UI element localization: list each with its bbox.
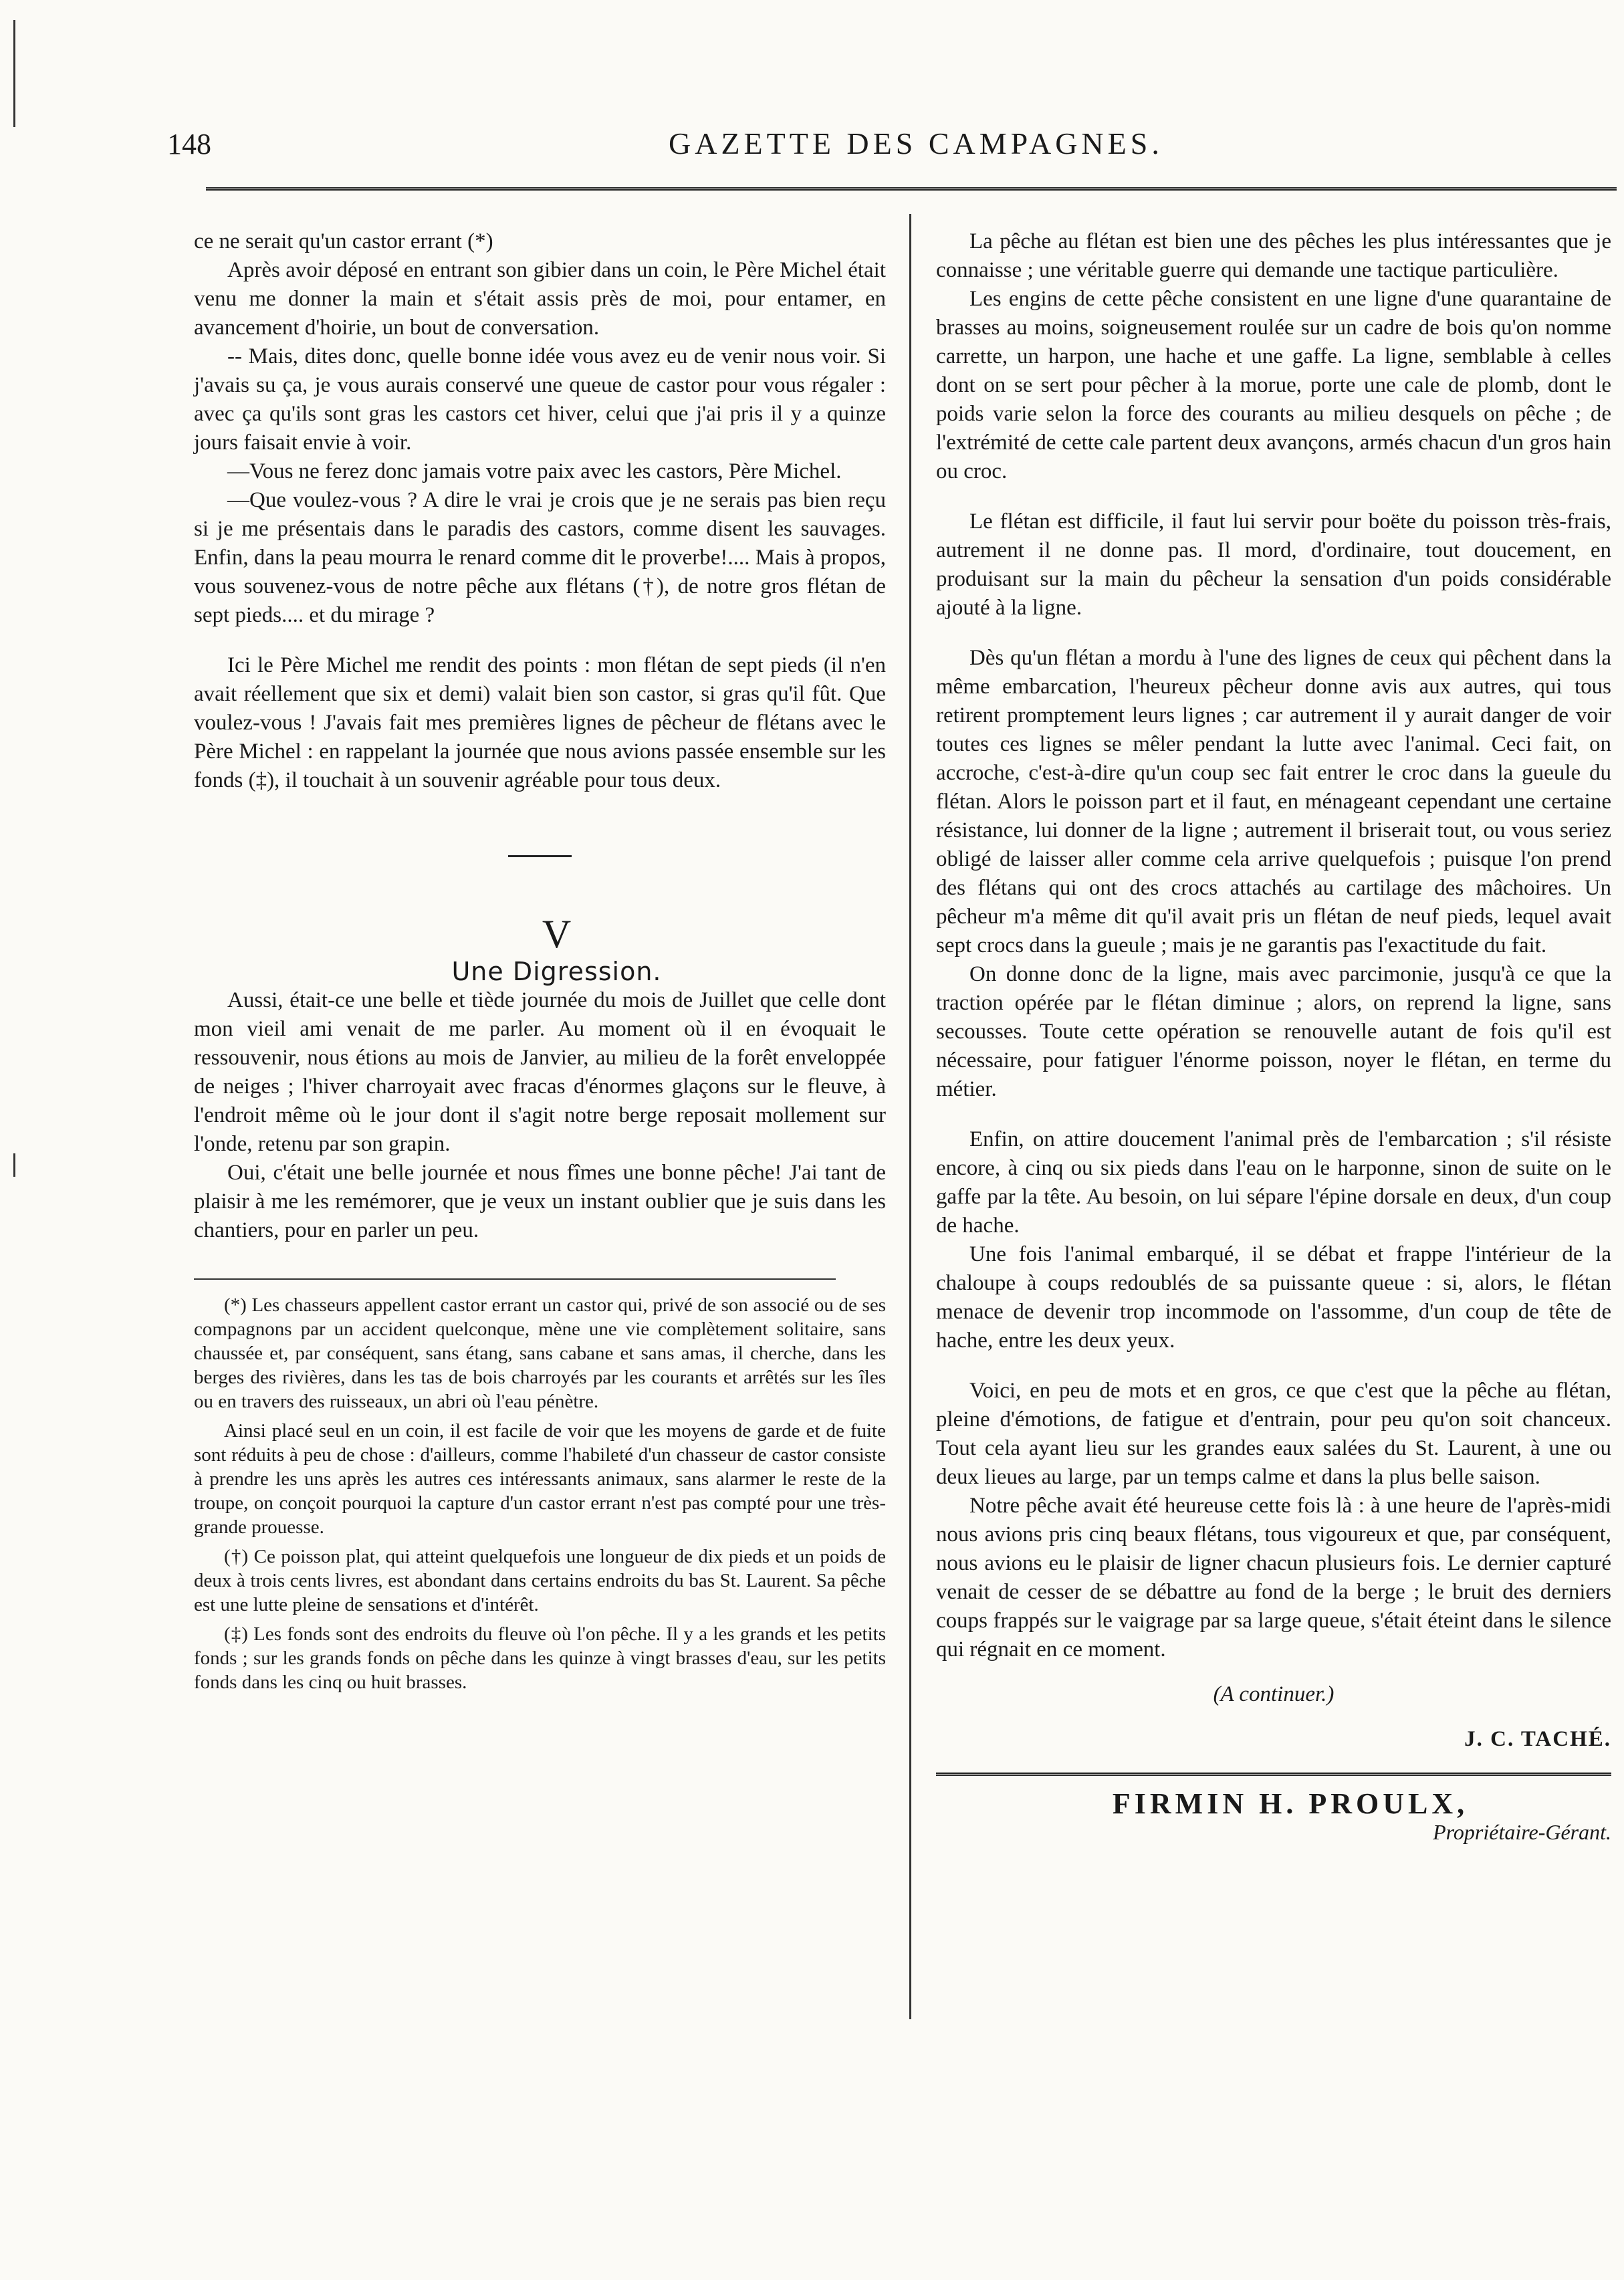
paragraph: Ici le Père Michel me rendit des points : mon flétan de sept pieds (il n'en avait réellement que six et demi) valait bien son castor, si gras qu'il fût. Que voulez-vous ! J'avais fait mes premières lignes de pêcheur de flétans avec le Père Michel : en rappelant la journée que nous avions passée ensemble sur les fonds (‡), il touchait à un souvenir agréable pour tous deux.	[194, 653, 886, 792]
publisher-name: FIRMIN H. PROULX,	[1112, 1787, 1469, 1820]
footnotes	[194, 1293, 886, 1694]
section-number: V	[542, 912, 572, 956]
margin-mark	[13, 1153, 15, 1177]
paragraph: Une fois l'animal embarqué, il se débat et frappe l'intérieur de la chaloupe à coups redoublés de sa puissante queue : si, alors, le flétan menace de devenir trop incommode on l'assomme, d'un coup de tête de hache, entre les deux yeux.	[936, 1242, 1611, 1353]
paragraph: Dès qu'un flétan a mordu à l'une des lignes de ceux qui pêchent dans la même embarcation, l'heureux pêcheur donne avis aux autres, qui tous retirent promptement leurs lignes ; car autrement il y aurait danger de voir toutes ces lignes se mêler pendant la lutte avec l'animal. Ceci fait, on accroche, c'est-à-dire qu'un coup sec fait entrer le croc dans la gueule du flétan. Alors le poisson part et il faut, en ménageant cependant une certaine résistance, lui donner de la ligne ; autrement il briserait tout, ou vous seriez obligé de laisser aller comme cela arrive quelquefois ; puisque l'on prend des flétans qui ont des crocs attachés au cartilage des mâchoires. Un pêcheur m'a même dit qu'il avait pris un flétan de neuf pieds, lequel avait sept crocs dans la gueule ; mais je ne garantis pas l'exactitude du fait.	[936, 646, 1611, 957]
paragraph: La pêche au flétan est bien une des pêches les plus intéressantes que je connaisse ; une véritable guerre qui demande une tactique particulière.	[936, 229, 1611, 282]
section-rule	[508, 855, 572, 857]
footnote: Ainsi placé seul en un coin, il est facile de voir que les moyens de garde et de fuite sont réduits à peu de chose : d'ailleurs, comme l'habileté d'un chasseur de castor consiste à prendre les uns après les autres ces intéressants animaux, sans alarmer le reste de la troupe, on conçoit pourquoi la capture d'un castor errant n'est pas compté pour une très-grande prouesse.	[194, 1420, 886, 1538]
footnote: (†) Ce poisson plat, qui atteint quelquefois une longueur de dix pieds et un poids de deux à trois cents livres, est abondant dans certains endroits du bas St. Laurent. Sa pêche est une lutte pleine de sensations et d'intérêt.	[194, 1546, 886, 1615]
paragraph: Oui, c'était une belle journée et nous fîmes une bonne pêche! J'ai tant de plaisir à me les remémorer, que je veux un instant oublier que je suis dans les chantiers, pour en parler un peu.	[194, 1161, 886, 1242]
paragraph: Après avoir déposé en entrant son gibier dans un coin, le Père Michel était venu me donner la main et s'était assis près de moi, pour entamer, en avancement d'hoirie, un bout de conversation.	[194, 258, 886, 340]
margin-mark	[13, 20, 15, 127]
paragraph: On donne donc de la ligne, mais avec parcimonie, jusqu'à ce que la traction opérée par le flétan diminue ; alors, on reprend la ligne, sans secousses. Toute cette opération se renouvelle autant de fois qu'il est nécessaire, pour fatiguer l'énorme poisson, noyer le flétan, en terme du métier.	[936, 962, 1611, 1101]
footnote: (‡) Les fonds sont des endroits du fleuve où l'on pêche. Il y a les grands et les petits fonds ; sur les grands fonds on pêche dans les quinze à vingt brasses d'eau, sur les petits fonds dans les cinq ou huit brasses.	[194, 1623, 886, 1693]
publisher-role: Propriétaire-Gérant.	[1433, 1820, 1611, 1844]
footnote: (*) Les chasseurs appellent castor errant un castor qui, privé de son associé ou de ses compagnons par un accident quelconque, mène une vie complètement solitaire, sans chaussée et, par conséquent, sans étang, sans cabane et sans amas, il cherche, dans les berges des rivières, dans les tas de bois charroyés par les courants et arrêtés sur les îles ou en travers des ruisseaux, un abri où l'eau pénètre.	[194, 1294, 886, 1412]
page-number: 148	[167, 128, 211, 160]
paragraph: Le flétan est difficile, il faut lui servir pour boëte du poisson très-frais, autrement il ne donne pas. Il mord, d'ordinaire, tout doucement, en produisant sur la main du pêcheur la sensation d'un poids considérable ajouté à la ligne.	[936, 509, 1611, 620]
right-column	[936, 227, 1611, 1847]
header-rule	[206, 187, 1617, 191]
paragraph: -- Mais, dites donc, quelle bonne idée vous avez eu de venir nous voir. Si j'avais su ça, je vous aurais conservé une queue de castor pour vous régaler : avec ça qu'ils sont gras les castors cet hiver, celui que j'ai pris il y a quinze jours faisait envie à voir.	[194, 344, 886, 455]
paragraph: —Vous ne ferez donc jamais votre paix avec les castors, Père Michel.	[227, 459, 842, 483]
footnotes-rule	[194, 1278, 836, 1280]
paragraph: Notre pêche avait été heureuse cette fois là : à une heure de l'après-midi nous avions pris cinq beaux flétans, tous vigoureux et que, par conséquent, nous avions eu le plaisir de ligner chacun plusieurs fois. Le dernier capturé venait de cesser de se débattre au fond de la berge ; le bruit des derniers coups frappés sur le vaigrage par sa large queue, s'était éteint dans le silence qui régnait en ce moment.	[936, 1494, 1611, 1662]
paragraph: Aussi, était-ce une belle et tiède journée du mois de Juillet que celle dont mon vieil ami venait de me parler. Au moment où il en évoquait le ressouvenir, nous étions au mois de Janvier, au milieu de la forêt enveloppée de neiges ; l'hiver charroyait avec fracas d'énormes glaçons sur le fleuve, à l'endroit même où le jour dont il s'agit notre berge reposait mollement sur l'onde, retenu par son grapin.	[194, 988, 886, 1156]
column-divider	[909, 214, 911, 2019]
running-head: GAZETTE DES CAMPAGNES.	[669, 126, 1163, 160]
paragraph: Enfin, on attire doucement l'animal près de l'embarcation ; s'il résiste encore, à cinq ou six pieds dans l'eau on le harponne, sinon de suite on le gaffe par la tête. Au besoin, on lui sépare l'épine dorsale en deux, d'un coup de hache.	[936, 1127, 1611, 1238]
paragraph: —Que voulez-vous ? A dire le vrai je crois que je ne serais pas bien reçu si je me présentais dans le paradis des castors, comme disent les sauvages. Enfin, dans la peau mourra le renard comme dit le proverbe!.... Mais à propos, vous souvenez-vous de notre pêche aux flétans (†), de notre gros flétan de sept pieds.... et du mirage ?	[194, 488, 886, 627]
paragraph: ce ne serait qu'un castor errant (*)	[194, 229, 493, 253]
paragraph: Les engins de cette pêche consistent en une ligne d'une quarantaine de brasses au moins, soigneusement roulée sur un cadre de bois qu'on nomme carrette, un harpon, une hache et une gaffe. La ligne, semblable à celles dont on se sert pour pêcher à la morue, porte une cale de plomb, dont le poids varie selon la force des courants au milieu desquels on pêche ; de l'extrémité de cette cale partent deux avançons, armés chacun d'un gros hain ou croc.	[936, 287, 1611, 483]
author-signature: J. C. TACHÉ.	[1464, 1727, 1611, 1751]
continuation-note: (A continuer.)	[1213, 1682, 1335, 1706]
section-title: Une Digression.	[451, 957, 662, 986]
paragraph: Voici, en peu de mots et en gros, ce que c'est que la pêche au flétan, pleine d'émotions, de fatigue et d'entrain, pour peu qu'on soit chanceux. Tout cela ayant lieu sur les grandes eaux salées du St. Laurent, à une ou deux lieues au large, par un temps calme et dans la plus belle saison.	[936, 1379, 1611, 1489]
left-column	[194, 227, 886, 1700]
closing-rule	[936, 1773, 1611, 1776]
